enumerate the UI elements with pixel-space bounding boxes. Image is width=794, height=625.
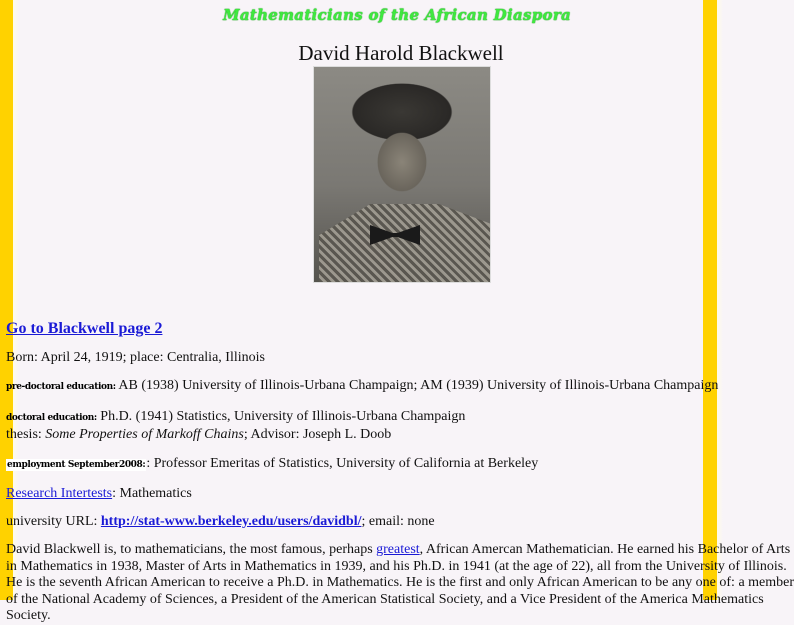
url-prefix: university URL: xyxy=(6,514,101,529)
page2-link[interactable]: Go to Blackwell page 2 xyxy=(6,320,163,337)
left-yellow-stripe xyxy=(0,0,13,600)
right-stripe-fade xyxy=(717,0,723,600)
predoc-label: pre-doctoral education: xyxy=(6,382,116,392)
research-value: : Mathematics xyxy=(112,486,192,501)
thesis-prefix: thesis: xyxy=(6,427,46,442)
bio-part1: David Blackwell is, to mathematicians, the most famous, perhaps xyxy=(6,542,377,557)
research-line xyxy=(6,486,192,502)
employment-value: : Professor Emeritas of Statistics, University of California at Berkeley xyxy=(146,456,539,471)
thesis-suffix: ; Advisor: Joseph L. Doob xyxy=(243,427,392,442)
employment-line xyxy=(6,456,538,472)
thesis-title: Some Properties of Markoff Chains xyxy=(45,427,244,442)
left-stripe-fade xyxy=(13,0,19,600)
thesis-line xyxy=(6,427,391,443)
bio-paragraph xyxy=(6,542,794,625)
university-url-link[interactable]: http://stat-www.berkeley.edu/users/davidbl/ xyxy=(100,514,362,529)
url-line xyxy=(6,514,435,530)
doc-label: doctoral education: xyxy=(6,413,97,423)
right-yellow-stripe xyxy=(703,0,717,600)
predoc-line xyxy=(6,378,718,394)
url-suffix: ; email: none xyxy=(361,514,435,529)
predoc-value: AB (1938) University of Illinois-Urbana Champaign; AM (1939) University of Illinois-Urbana Champaign xyxy=(115,378,719,393)
employment-label: employment September2008: xyxy=(7,460,146,470)
doc-line xyxy=(6,409,465,425)
born-line: Born: April 24, 1919; place: Centralia, Illinois xyxy=(6,350,265,365)
research-interests-link[interactable]: Research Intertests xyxy=(6,486,113,501)
doc-value: Ph.D. (1941) Statistics, University of Illinois-Urbana Champaign xyxy=(96,409,466,424)
photo-jacket xyxy=(319,204,490,282)
greatest-link[interactable]: greatest xyxy=(376,542,420,557)
banner-title: Mathematicians of the African Diaspora xyxy=(222,6,572,24)
bio-part2: , African Amercan Mathematician. He earned his Bachelor of Arts in Mathematics in 1938, Master of Arts in Mathematics in 1939, and his Ph.D. in 1941 (at the age of 22), all from the University of Illinois. He is the seventh African American to receive a Ph.D. in Mathematics. He is the first and only African American to be any one of: a member of the National Academy of Sciences, a President of the American Statistical Society, and a Vice President of the America Mathematics Society. xyxy=(6,542,794,623)
page-title: David Harold Blackwell xyxy=(298,41,504,65)
portrait-photo xyxy=(313,66,491,283)
